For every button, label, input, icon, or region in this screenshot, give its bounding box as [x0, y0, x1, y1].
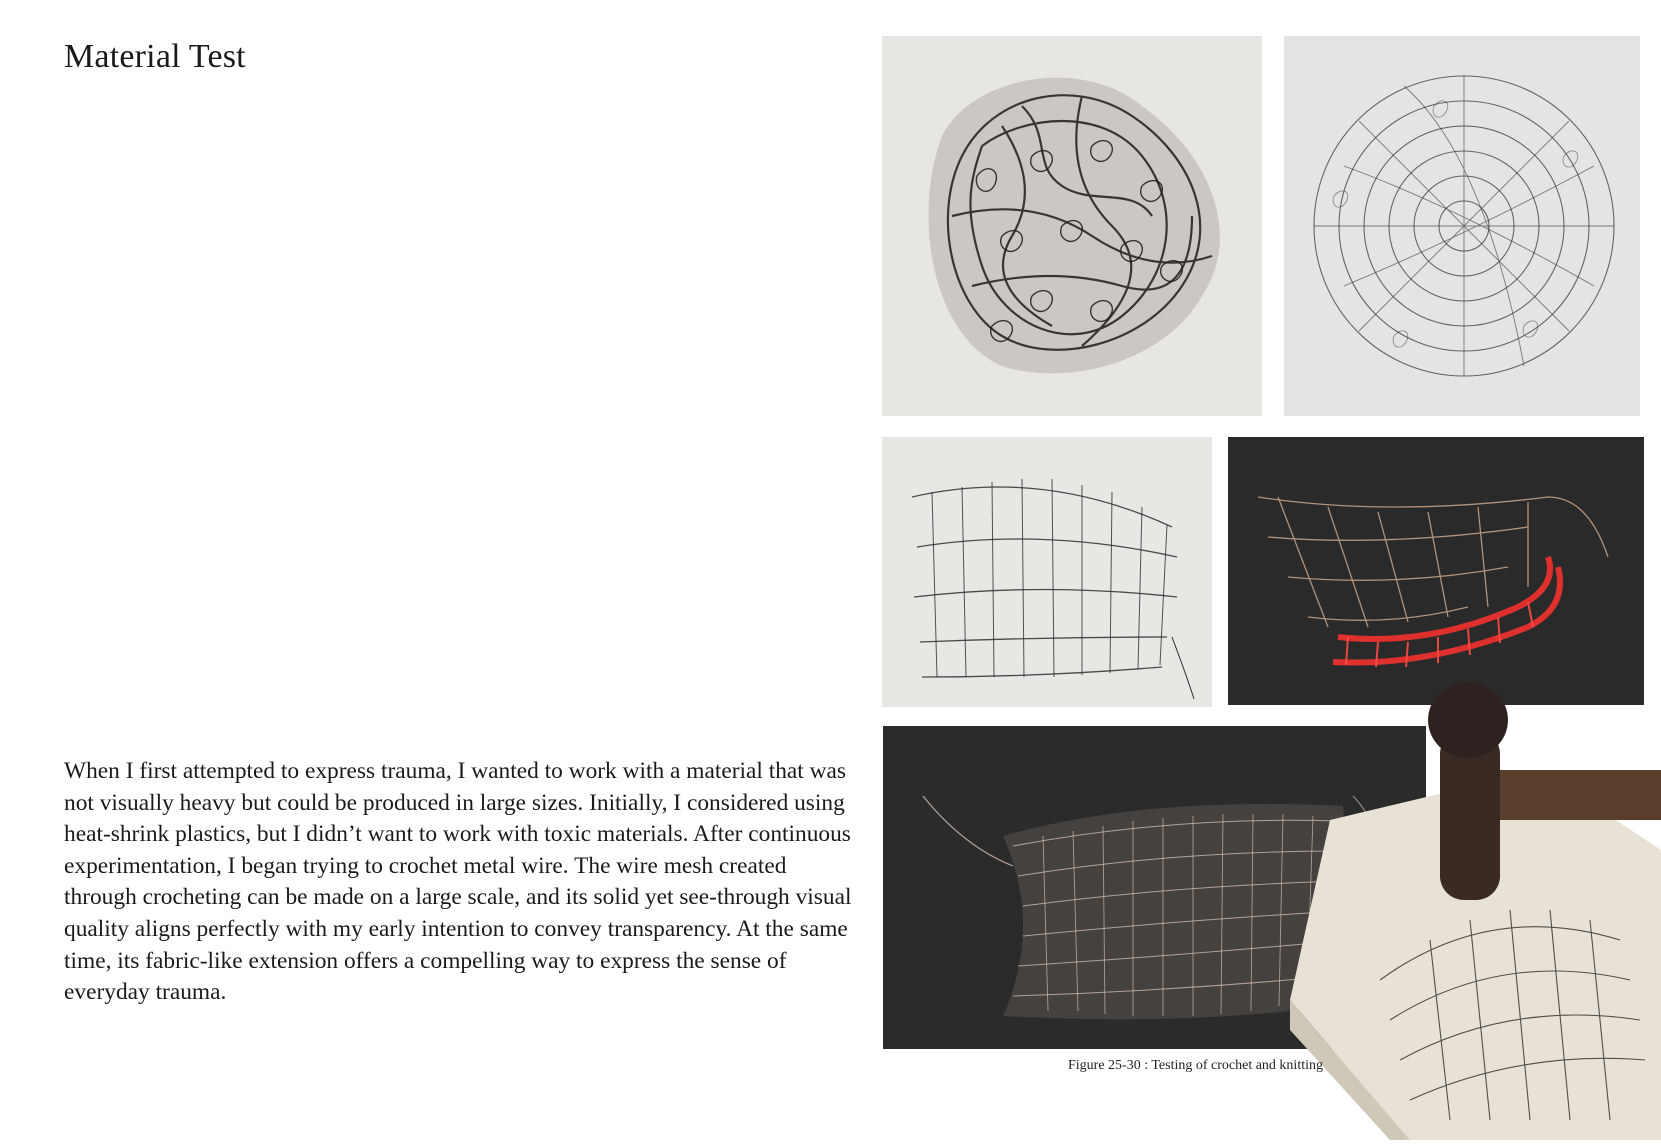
photo-wire-strip — [882, 437, 1212, 707]
photo-wire-red-yarn — [1228, 437, 1644, 705]
figure-caption: Figure 25-30 : Testing of crochet and knitting — [1068, 1058, 1323, 1073]
photo-wire-disc — [1284, 36, 1640, 416]
body-paragraph: When I first attempted to express trauma, I wanted to work with a material that was not visually heavy but could be produced in large sizes. Initially, I considered using heat-shrink plastics, but I didn’t want to work with toxic materials. After continuous experimentation, I began trying to crochet metal wire. The wire mesh created through crocheting can be made on a large scale, and its solid yet see-through visual quality aligns perfectly with my early intention to convey transparency. At the same time, its fabric-like extension offers a compelling way to express the sense of everyday trauma. — [64, 758, 852, 1006]
page-title: Material Test — [64, 38, 246, 75]
photo-wire-clump — [882, 36, 1262, 416]
photo-punching-block — [1290, 680, 1661, 1140]
